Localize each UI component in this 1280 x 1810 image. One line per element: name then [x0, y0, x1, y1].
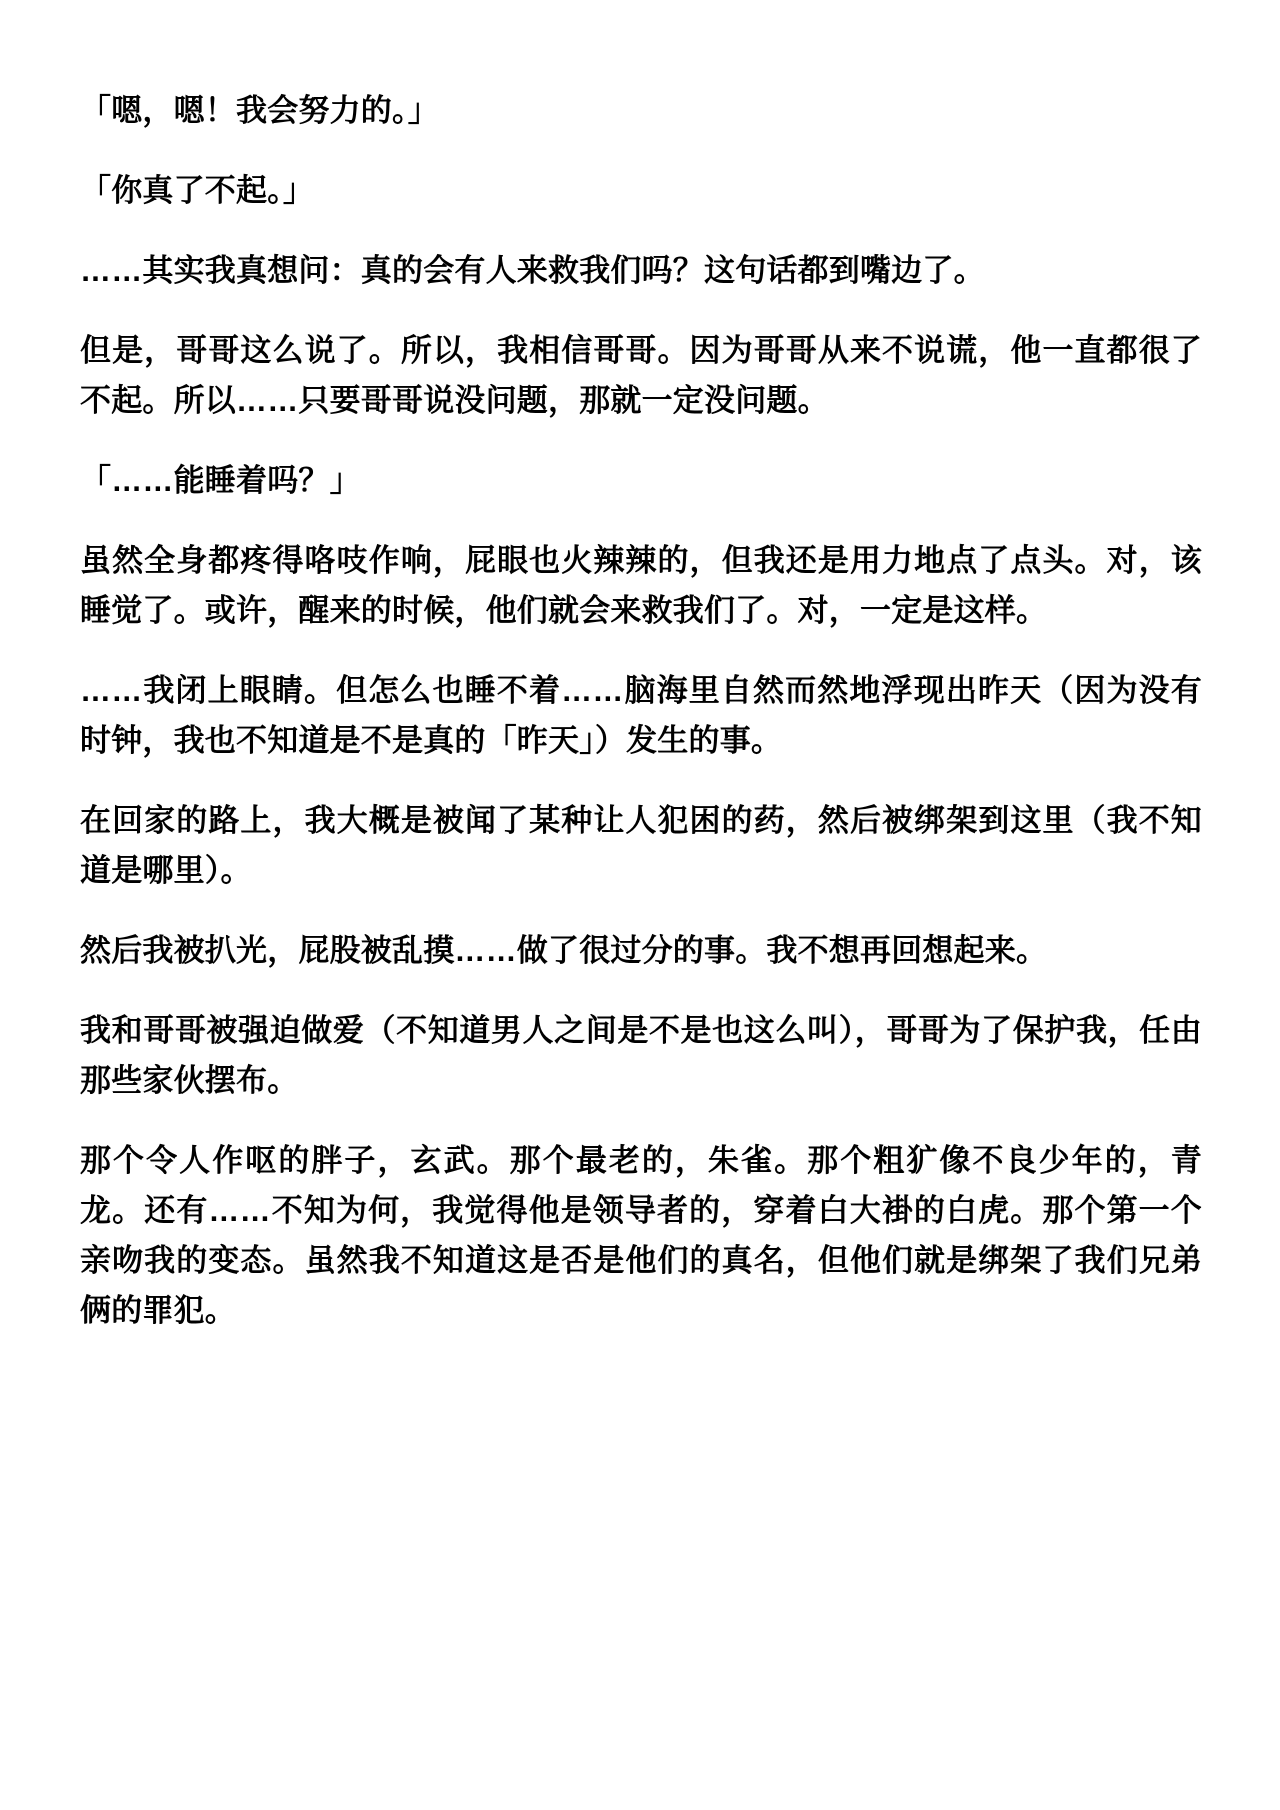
story-text-body — [80, 86, 1202, 1336]
paragraph-dialogue: 「……能睡着吗？」 — [80, 463, 361, 498]
paragraph-dialogue: 「嗯，嗯！我会努力的。」 — [80, 93, 439, 128]
paragraph-narration: 但是，哥哥这么说了。所以，我相信哥哥。因为哥哥从来不说谎，他一直都很了不起。所以……只要哥哥说没问题，那就一定没问题。 — [80, 333, 1202, 418]
paragraph-narration: 然后我被扒光，屁股被乱摸……做了很过分的事。我不想再回想起来。 — [80, 933, 1048, 968]
paragraph-narration: ……其实我真想问：真的会有人来救我们吗？这句话都到嘴边了。 — [80, 253, 985, 288]
paragraph-narration: 在回家的路上，我大概是被闻了某种让人犯困的药，然后被绑架到这里（我不知道是哪里）。 — [80, 803, 1202, 888]
paragraph-dialogue: 「你真了不起。」 — [80, 173, 315, 208]
paragraph-narration: 那个令人作呕的胖子，玄武。那个最老的，朱雀。那个粗犷像不良少年的，青龙。还有……不知为何，我觉得他是领导者的，穿着白大褂的白虎。那个第一个亲吻我的变态。虽然我不知道这是否是他们的真名，但他们就是绑架了我们兄弟俩的罪犯。 — [80, 1143, 1202, 1328]
paragraph-narration: ……我闭上眼睛。但怎么也睡不着……脑海里自然而然地浮现出昨天（因为没有时钟，我也不知道是不是真的「昨天」）发生的事。 — [80, 673, 1202, 758]
paragraph-narration: 我和哥哥被强迫做爱（不知道男人之间是不是也这么叫），哥哥为了保护我，任由那些家伙摆布。 — [80, 1013, 1202, 1098]
paragraph-narration: 虽然全身都疼得咯吱作响，屁眼也火辣辣的，但我还是用力地点了点头。对，该睡觉了。或许，醒来的时候，他们就会来救我们了。对，一定是这样。 — [80, 543, 1202, 628]
